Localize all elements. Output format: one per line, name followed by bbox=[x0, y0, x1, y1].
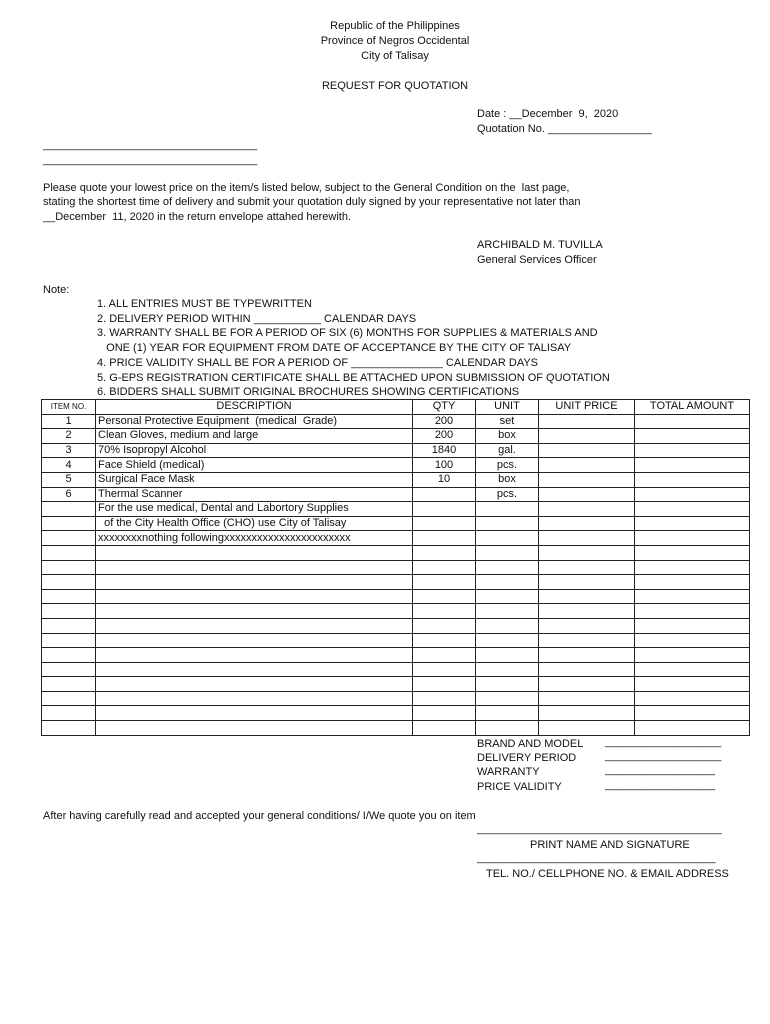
table-row bbox=[42, 531, 750, 546]
cell-total-amount bbox=[635, 502, 750, 517]
cell-total-amount bbox=[635, 472, 750, 487]
table-row bbox=[42, 618, 750, 633]
cell-unit bbox=[476, 589, 539, 604]
table-row bbox=[42, 429, 750, 444]
cell-description bbox=[96, 648, 413, 663]
note-item: ONE (1) YEAR FOR EQUIPMENT FROM DATE OF ACCEPTANCE BY THE CITY OF TALISAY bbox=[97, 342, 572, 354]
cell-description bbox=[96, 721, 413, 736]
cell-item-no: 4 bbox=[42, 458, 96, 473]
brand-model-label: BRAND AND MODEL bbox=[477, 738, 584, 750]
cell-qty bbox=[413, 633, 476, 648]
acceptance-statement: After having carefully read and accepted your general conditions/ I/We quote you on item bbox=[43, 810, 476, 822]
table-row bbox=[42, 677, 750, 692]
cell-unit-price bbox=[539, 633, 635, 648]
cell-item-no bbox=[42, 677, 96, 692]
cell-item-no: 1 bbox=[42, 414, 96, 429]
cell-description bbox=[96, 662, 413, 677]
cell-unit bbox=[476, 706, 539, 721]
cell-unit-price bbox=[539, 443, 635, 458]
cell-unit: box bbox=[476, 429, 539, 444]
cell-unit-price bbox=[539, 589, 635, 604]
cell-item-no bbox=[42, 648, 96, 663]
cell-item-no bbox=[42, 516, 96, 531]
cell-description bbox=[96, 633, 413, 648]
cell-qty bbox=[413, 618, 476, 633]
cell-unit-price bbox=[539, 531, 635, 546]
officer-title: General Services Officer bbox=[477, 254, 597, 266]
cell-unit-price bbox=[539, 575, 635, 590]
table-row bbox=[42, 545, 750, 560]
document-title: REQUEST FOR QUOTATION bbox=[321, 80, 469, 92]
cell-item-no bbox=[42, 502, 96, 517]
col-header-unit-price: UNIT PRICE bbox=[539, 400, 635, 415]
cell-unit bbox=[476, 648, 539, 663]
cell-description: For the use medical, Dental and Labortory Supplies bbox=[96, 502, 413, 517]
cell-total-amount bbox=[635, 531, 750, 546]
cell-item-no: 3 bbox=[42, 443, 96, 458]
cell-description bbox=[96, 545, 413, 560]
delivery-period-label: DELIVERY PERIOD bbox=[477, 752, 577, 764]
table-row bbox=[42, 633, 750, 648]
cell-item-no bbox=[42, 706, 96, 721]
cell-qty: 200 bbox=[413, 429, 476, 444]
signature-label: PRINT NAME AND SIGNATURE bbox=[530, 839, 690, 851]
items-table bbox=[41, 399, 750, 736]
cell-qty bbox=[413, 721, 476, 736]
cell-unit-price bbox=[539, 721, 635, 736]
col-header-item-no: ITEM NO. bbox=[42, 400, 96, 415]
header-city: City of Talisay bbox=[361, 50, 429, 62]
cell-item-no bbox=[42, 691, 96, 706]
cell-item-no bbox=[42, 662, 96, 677]
cell-qty bbox=[413, 545, 476, 560]
cell-description bbox=[96, 618, 413, 633]
cell-unit-price bbox=[539, 516, 635, 531]
table-row bbox=[42, 604, 750, 619]
table-row bbox=[42, 575, 750, 590]
cell-total-amount bbox=[635, 604, 750, 619]
contact-line: _______________________________________ bbox=[477, 852, 716, 864]
cell-qty: 200 bbox=[413, 414, 476, 429]
cell-total-amount bbox=[635, 721, 750, 736]
note-item: 2. DELIVERY PERIOD WITHIN ___________ CALENDAR DAYS bbox=[97, 313, 417, 325]
cell-total-amount bbox=[635, 618, 750, 633]
table-row bbox=[42, 691, 750, 706]
cell-unit bbox=[476, 516, 539, 531]
cell-description: of the City Health Office (CHO) use City of Talisay bbox=[96, 516, 413, 531]
cell-description: Personal Protective Equipment (medical Grade) bbox=[96, 414, 413, 429]
cell-total-amount bbox=[635, 633, 750, 648]
cell-qty bbox=[413, 487, 476, 502]
cell-qty: 1840 bbox=[413, 443, 476, 458]
col-header-qty: QTY bbox=[413, 400, 476, 415]
table-row bbox=[42, 487, 750, 502]
cell-description: 70% Isopropyl Alcohol bbox=[96, 443, 413, 458]
cell-unit bbox=[476, 560, 539, 575]
table-row bbox=[42, 589, 750, 604]
table-row bbox=[42, 721, 750, 736]
cell-unit bbox=[476, 604, 539, 619]
quotation-no-field: Quotation No. _________________ bbox=[477, 123, 652, 135]
cell-unit-price bbox=[539, 706, 635, 721]
cell-item-no: 2 bbox=[42, 429, 96, 444]
cell-total-amount bbox=[635, 516, 750, 531]
note-item: 5. G-EPS REGISTRATION CERTIFICATE SHALL BE ATTACHED UPON SUBMISSION OF QUOTATION bbox=[97, 372, 610, 384]
cell-qty bbox=[413, 560, 476, 575]
date-field: Date : __December 9, 2020 bbox=[477, 108, 619, 120]
cell-description bbox=[96, 706, 413, 721]
cell-item-no bbox=[42, 545, 96, 560]
cell-total-amount bbox=[635, 575, 750, 590]
cell-item-no bbox=[42, 721, 96, 736]
cell-total-amount bbox=[635, 487, 750, 502]
cell-unit: gal. bbox=[476, 443, 539, 458]
cell-unit bbox=[476, 691, 539, 706]
cell-unit-price bbox=[539, 604, 635, 619]
cell-qty bbox=[413, 706, 476, 721]
header-province: Province of Negros Occidental bbox=[320, 35, 470, 47]
cell-description bbox=[96, 691, 413, 706]
table-row bbox=[42, 516, 750, 531]
cell-description: Thermal Scanner bbox=[96, 487, 413, 502]
cell-unit-price bbox=[539, 560, 635, 575]
price-validity-label: PRICE VALIDITY bbox=[477, 781, 562, 793]
cell-item-no: 6 bbox=[42, 487, 96, 502]
table-row bbox=[42, 706, 750, 721]
cell-unit bbox=[476, 502, 539, 517]
cell-item-no bbox=[42, 575, 96, 590]
table-row bbox=[42, 458, 750, 473]
officer-name: ARCHIBALD M. TUVILLA bbox=[477, 239, 603, 251]
cell-description bbox=[96, 560, 413, 575]
brand-model-line: ___________________ bbox=[605, 736, 722, 748]
cell-unit bbox=[476, 677, 539, 692]
cell-total-amount bbox=[635, 662, 750, 677]
cell-unit-price bbox=[539, 662, 635, 677]
table-header-row bbox=[42, 400, 750, 415]
cell-qty: 10 bbox=[413, 472, 476, 487]
cell-item-no: 5 bbox=[42, 472, 96, 487]
contact-label: TEL. NO./ CELLPHONE NO. & EMAIL ADDRESS bbox=[486, 868, 729, 880]
cell-qty bbox=[413, 589, 476, 604]
note-item: 6. BIDDERS SHALL SUBMIT ORIGINAL BROCHURES SHOWING CERTIFICATIONS bbox=[97, 386, 520, 398]
cell-unit-price bbox=[539, 677, 635, 692]
delivery-period-line: ___________________ bbox=[605, 750, 722, 762]
col-header-total-amount: TOTAL AMOUNT bbox=[635, 400, 750, 415]
cell-total-amount bbox=[635, 677, 750, 692]
cell-item-no bbox=[42, 604, 96, 619]
cell-description: Clean Gloves, medium and large bbox=[96, 429, 413, 444]
cell-unit-price bbox=[539, 472, 635, 487]
cell-description bbox=[96, 604, 413, 619]
note-label: Note: bbox=[43, 284, 70, 296]
addressee-line: ___________________________________ bbox=[43, 139, 258, 151]
col-header-unit: UNIT bbox=[476, 400, 539, 415]
addressee-line: ___________________________________ bbox=[43, 154, 258, 166]
cell-unit bbox=[476, 662, 539, 677]
signature-line: ________________________________________ bbox=[477, 823, 722, 835]
cell-total-amount bbox=[635, 589, 750, 604]
cell-unit-price bbox=[539, 545, 635, 560]
cell-qty bbox=[413, 531, 476, 546]
intro-line: stating the shortest time of delivery and submit your quotation duly signed by your representative not later than bbox=[43, 196, 581, 208]
price-validity-line: __________________ bbox=[605, 779, 716, 791]
table-row bbox=[42, 560, 750, 575]
cell-unit bbox=[476, 721, 539, 736]
note-item: 1. ALL ENTRIES MUST BE TYPEWRITTEN bbox=[97, 298, 312, 310]
cell-total-amount bbox=[635, 414, 750, 429]
cell-qty bbox=[413, 516, 476, 531]
cell-total-amount bbox=[635, 545, 750, 560]
cell-qty bbox=[413, 502, 476, 517]
cell-unit-price bbox=[539, 502, 635, 517]
cell-qty bbox=[413, 575, 476, 590]
cell-qty bbox=[413, 677, 476, 692]
table-row bbox=[42, 662, 750, 677]
cell-description bbox=[96, 677, 413, 692]
cell-item-no bbox=[42, 560, 96, 575]
cell-unit: pcs. bbox=[476, 458, 539, 473]
intro-line: Please quote your lowest price on the item/s listed below, subject to the General Condition on the last page, bbox=[43, 182, 570, 194]
col-header-description: DESCRIPTION bbox=[96, 400, 413, 415]
cell-description: Surgical Face Mask bbox=[96, 472, 413, 487]
cell-unit-price bbox=[539, 414, 635, 429]
cell-unit-price bbox=[539, 618, 635, 633]
header-republic: Republic of the Philippines bbox=[330, 20, 460, 32]
warranty-line: __________________ bbox=[605, 764, 716, 776]
note-item: 3. WARRANTY SHALL BE FOR A PERIOD OF SIX (6) MONTHS FOR SUPPLIES & MATERIALS AND bbox=[97, 327, 598, 339]
cell-total-amount bbox=[635, 706, 750, 721]
cell-total-amount bbox=[635, 648, 750, 663]
table-row bbox=[42, 472, 750, 487]
warranty-label: WARRANTY bbox=[477, 766, 540, 778]
cell-total-amount bbox=[635, 691, 750, 706]
table-row bbox=[42, 443, 750, 458]
cell-total-amount bbox=[635, 443, 750, 458]
cell-qty bbox=[413, 648, 476, 663]
cell-total-amount bbox=[635, 458, 750, 473]
cell-unit bbox=[476, 545, 539, 560]
table-row bbox=[42, 414, 750, 429]
cell-description bbox=[96, 589, 413, 604]
cell-unit-price bbox=[539, 691, 635, 706]
cell-unit: box bbox=[476, 472, 539, 487]
cell-item-no bbox=[42, 618, 96, 633]
cell-item-no bbox=[42, 589, 96, 604]
note-item: 4. PRICE VALIDITY SHALL BE FOR A PERIOD OF _______________ CALENDAR DAYS bbox=[97, 357, 539, 369]
cell-description: xxxxxxxxnothing followingxxxxxxxxxxxxxxxxxxxxxxx bbox=[96, 531, 413, 546]
cell-unit: set bbox=[476, 414, 539, 429]
cell-unit-price bbox=[539, 429, 635, 444]
cell-qty bbox=[413, 662, 476, 677]
cell-description: Face Shield (medical) bbox=[96, 458, 413, 473]
cell-qty bbox=[413, 691, 476, 706]
cell-unit bbox=[476, 633, 539, 648]
cell-unit: pcs. bbox=[476, 487, 539, 502]
cell-unit bbox=[476, 531, 539, 546]
cell-total-amount bbox=[635, 560, 750, 575]
intro-line: __December 11, 2020 in the return envelope attahed herewith. bbox=[43, 211, 351, 223]
table-row bbox=[42, 648, 750, 663]
cell-unit bbox=[476, 575, 539, 590]
table-row bbox=[42, 502, 750, 517]
cell-qty: 100 bbox=[413, 458, 476, 473]
cell-total-amount bbox=[635, 429, 750, 444]
cell-item-no bbox=[42, 531, 96, 546]
cell-item-no bbox=[42, 633, 96, 648]
cell-unit-price bbox=[539, 458, 635, 473]
cell-qty bbox=[413, 604, 476, 619]
cell-unit-price bbox=[539, 487, 635, 502]
cell-unit-price bbox=[539, 648, 635, 663]
cell-description bbox=[96, 575, 413, 590]
cell-unit bbox=[476, 618, 539, 633]
